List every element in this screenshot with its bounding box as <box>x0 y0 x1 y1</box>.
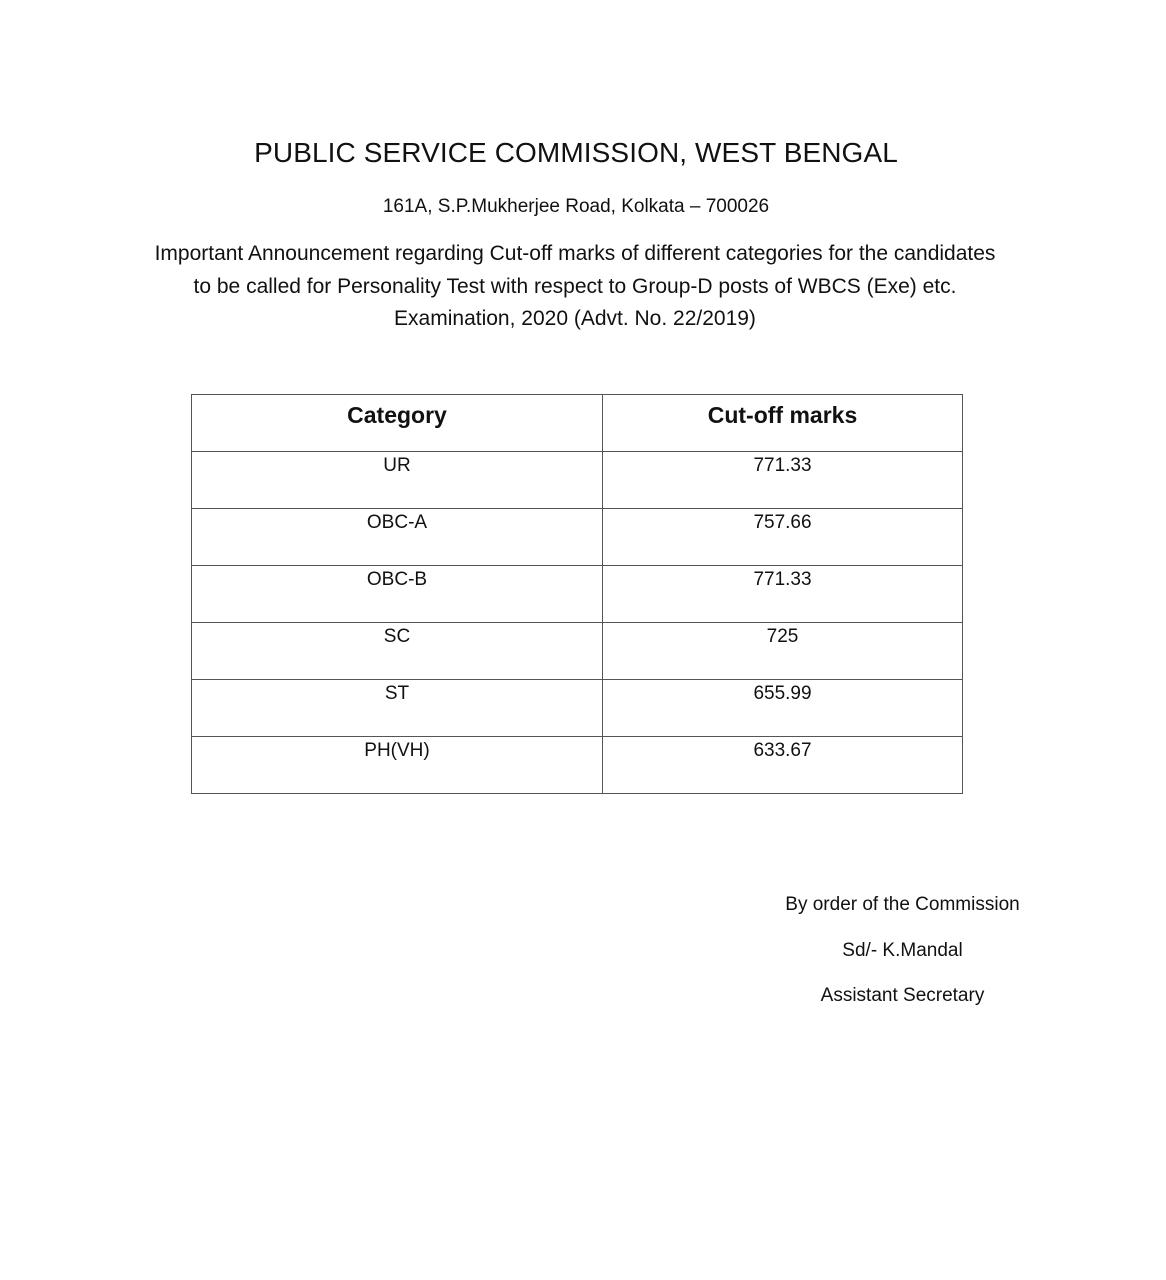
announcement-line: Important Announcement regarding Cut-off marks of different categories for the candidates <box>154 242 996 265</box>
office-address: 161A, S.P.Mukherjee Road, Kolkata – 700026 <box>382 196 770 217</box>
announcement-line: Examination, 2020 (Advt. No. 22/2019) <box>394 307 756 330</box>
table-row <box>192 623 963 680</box>
category-cell: ST <box>192 680 603 737</box>
cutoff-cell: 771.33 <box>603 566 963 623</box>
order-line: By order of the Commission <box>785 894 1020 915</box>
category-cell: PH(VH) <box>192 737 603 794</box>
category-cell: OBC-B <box>192 566 603 623</box>
announcement-line: to be called for Personality Test with respect to Group-D posts of WBCS (Exe) etc. <box>193 274 957 298</box>
category-cell: SC <box>192 623 603 680</box>
table-header-row <box>192 395 963 452</box>
column-header-cutoff: Cut-off marks <box>603 395 963 452</box>
page-title: PUBLIC SERVICE COMMISSION, WEST BENGAL <box>254 137 898 168</box>
signatory-designation: Assistant Secretary <box>820 985 985 1006</box>
cutoff-cell: 725 <box>603 623 963 680</box>
table-row <box>192 737 963 794</box>
column-header-category: Category <box>192 395 603 452</box>
category-cell: OBC-A <box>192 509 603 566</box>
table-row <box>192 680 963 737</box>
category-cell: UR <box>192 452 603 509</box>
cutoff-cell: 655.99 <box>603 680 963 737</box>
cutoff-cell: 757.66 <box>603 509 963 566</box>
signatory-name: Sd/- K.Mandal <box>842 940 963 961</box>
cutoff-table <box>191 394 963 794</box>
cutoff-cell: 771.33 <box>603 452 963 509</box>
cutoff-cell: 633.67 <box>603 737 963 794</box>
table-row <box>192 452 963 509</box>
table-row <box>192 509 963 566</box>
table-row <box>192 566 963 623</box>
announcement-text <box>100 238 1050 336</box>
